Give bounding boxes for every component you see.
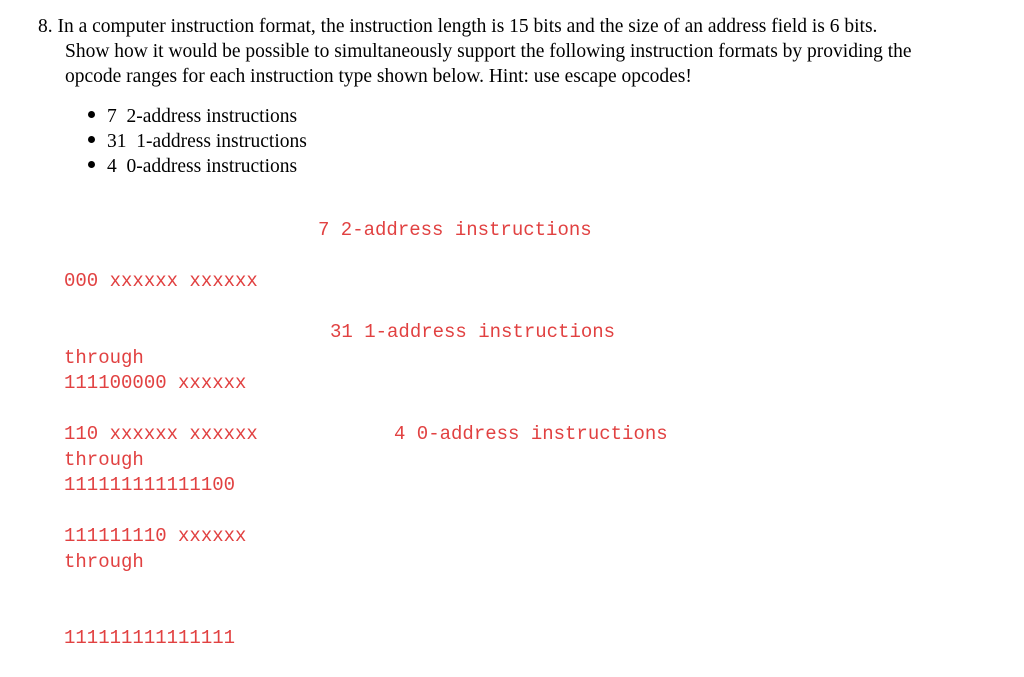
list-item xyxy=(88,154,307,179)
list-item-text: 31 1-address instructions xyxy=(107,131,307,152)
instruction-format-list xyxy=(88,104,307,179)
range-end: 110 xxxxxx xxxxxx xyxy=(64,423,258,445)
bullet-icon xyxy=(88,161,95,168)
question-text xyxy=(38,14,988,89)
range-through: through xyxy=(64,346,144,369)
range-start: 111100000 xxxxxx xyxy=(64,372,247,394)
list-item xyxy=(88,104,307,129)
range-start: 000 xxxxxx xxxxxx xyxy=(64,270,258,292)
range-through: through xyxy=(64,550,144,573)
question-line-2: Show how it would be possible to simultaneously support the following instruction formats by providing the xyxy=(65,41,912,62)
list-item-text: 7 2-address instructions xyxy=(107,106,298,127)
answer-range-0-address xyxy=(64,422,235,677)
range-end: 111111111111111 xyxy=(64,627,236,649)
question-line-1 xyxy=(38,14,988,39)
bullet-icon xyxy=(88,136,95,143)
range-end: 111111110 xxxxxx xyxy=(64,525,247,547)
range-label-1-address: 31 1-address instructions xyxy=(330,321,616,343)
range-label-2-address: 7 2-address instructions xyxy=(318,219,592,241)
range-label-0-address: 4 0-address instructions xyxy=(394,423,668,445)
range-start: 111111111111100 xyxy=(64,474,236,496)
bullet-icon xyxy=(88,111,95,118)
question-line-3: opcode ranges for each instruction type shown below. Hint: use escape opcodes! xyxy=(65,66,692,87)
range-through: through xyxy=(64,448,144,471)
list-item-text: 4 0-address instructions xyxy=(107,156,298,177)
list-item xyxy=(88,129,307,154)
question-sentence-1: In a computer instruction format, the instruction length is 15 bits and the size of an address field is 6 bits. xyxy=(57,16,878,37)
question-number: 8. xyxy=(38,16,53,37)
